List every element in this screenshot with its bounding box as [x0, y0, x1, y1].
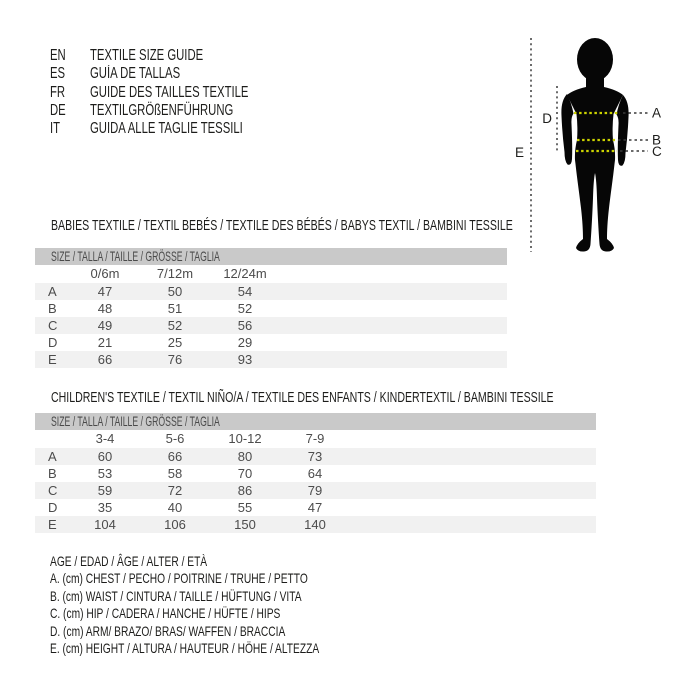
children-size-table	[35, 413, 596, 533]
legend-arm: D. (cm) ARM/ BRAZO/ BRAS/ WAFFEN / BRACCIA	[50, 622, 286, 639]
cell: 48	[97, 301, 113, 316]
row-label: D	[48, 500, 58, 515]
cell: 64	[307, 466, 323, 481]
table-body	[35, 448, 596, 533]
cell: 51	[167, 301, 183, 316]
table-row	[35, 283, 507, 300]
row-label: C	[48, 318, 58, 333]
cell: 59	[97, 483, 113, 498]
lang-row-de	[50, 102, 307, 120]
table-row	[35, 351, 507, 368]
row-label: A	[48, 284, 57, 299]
cell: 70	[237, 466, 253, 481]
cell: 150	[234, 517, 256, 532]
cell: 55	[237, 500, 253, 515]
cell: 73	[307, 449, 323, 464]
row-label: D	[48, 335, 58, 350]
lang-code: EN	[50, 47, 66, 64]
size-column: 0/6m	[90, 266, 120, 281]
lang-row-fr	[50, 84, 307, 102]
table-header: SIZE / TALLA / TAILLE / GRÖSSE / TAGLIA	[35, 413, 596, 430]
cell: 58	[167, 466, 183, 481]
cell: 53	[97, 466, 113, 481]
babies-size-table	[35, 248, 507, 368]
marker-label-A: A	[652, 105, 662, 121]
lang-label: TEXTILGRÖßENFÜHRUNG	[90, 101, 234, 119]
babies-table-title: BABIES TEXTILE / TEXTIL BEBÉS / TEXTILE DES BÉBÉS / BABYS TEXTIL / BAMBINI TESSILE	[51, 218, 513, 234]
cell: 50	[167, 284, 183, 299]
cell: 140	[304, 517, 326, 532]
legend-waist: B. (cm) WAIST / CINTURA / TAILLE / HÜFTUNG / VITA	[50, 587, 302, 604]
table-row	[35, 317, 507, 334]
table-row	[35, 300, 507, 317]
row-label: E	[48, 517, 57, 532]
table-row	[35, 482, 596, 499]
cell: 80	[237, 449, 253, 464]
legend-chest: A. (cm) CHEST / PECHO / POITRINE / TRUHE / PETTO	[50, 570, 308, 587]
lang-code: FR	[50, 83, 66, 101]
lang-code: ES	[50, 65, 66, 83]
cell: 66	[97, 352, 113, 367]
lang-label: GUÍA DE TALLAS	[90, 65, 181, 83]
cell: 49	[97, 318, 113, 333]
lang-label: TEXTILE SIZE GUIDE	[90, 47, 204, 64]
table-row	[35, 465, 596, 482]
table-body	[35, 283, 507, 368]
children-table-title: CHILDREN'S TEXTILE / TEXTIL NIÑO/A / TEXTILE DES ENFANTS / KINDERTEXTIL / BAMBINI TESSILE	[51, 390, 554, 406]
cell: 76	[167, 352, 183, 367]
row-label: C	[48, 483, 58, 498]
marker-label-C: C	[652, 144, 662, 159]
marker-label-D: D	[542, 111, 552, 126]
cell: 60	[97, 449, 113, 464]
language-block	[50, 47, 307, 138]
cell: 47	[97, 284, 113, 299]
cell: 106	[164, 517, 186, 532]
lang-row-en	[50, 47, 307, 65]
size-column: 7/12m	[156, 266, 194, 281]
cell: 40	[167, 500, 183, 515]
cell: 79	[307, 483, 323, 498]
row-label: A	[48, 449, 57, 464]
lang-label: GUIDA ALLE TAGLIE TESSILI	[90, 120, 243, 138]
cell: 35	[97, 500, 113, 515]
row-label: E	[48, 352, 57, 367]
table-row	[35, 334, 507, 351]
size-column: 7-9	[305, 431, 325, 446]
table-row	[35, 499, 596, 516]
table-header: SIZE / TALLA / TAILLE / GRÖSSE / TAGLIA	[35, 248, 507, 265]
cell: 86	[237, 483, 253, 498]
size-column: 5-6	[165, 431, 185, 446]
size-column: 12/24m	[223, 266, 267, 281]
cell: 25	[167, 335, 183, 350]
size-columns-row	[35, 265, 507, 283]
size-column: 10-12	[228, 431, 262, 446]
row-label: B	[48, 466, 57, 481]
row-label: B	[48, 301, 57, 316]
measurement-legend	[50, 553, 419, 657]
marker-label-E: E	[514, 145, 524, 160]
lang-row-es	[50, 65, 307, 83]
cell: 104	[94, 517, 116, 532]
lang-row-it	[50, 120, 307, 138]
cell: 52	[167, 318, 183, 333]
cell: 29	[237, 335, 253, 350]
legend-height: E. (cm) HEIGHT / ALTURA / HAUTEUR / HÖHE / ALTEZZA	[50, 639, 320, 656]
table-row	[35, 516, 596, 533]
lang-label: GUIDE DES TAILLES TEXTILE	[90, 83, 249, 101]
size-columns-row	[35, 430, 596, 448]
cell: 21	[97, 335, 113, 350]
legend-age: AGE / EDAD / ÂGE / ALTER / ETÀ	[50, 553, 208, 569]
size-column: 3-4	[95, 431, 115, 446]
cell: 52	[237, 301, 253, 316]
cell: 54	[237, 284, 253, 299]
lang-code: IT	[50, 120, 61, 138]
marker-label-B: B	[652, 132, 662, 148]
cell: 47	[307, 500, 323, 515]
cell: 56	[237, 318, 253, 333]
legend-hip: C. (cm) HIP / CADERA / HANCHE / HÜFTE / HIPS	[50, 605, 281, 622]
cell: 93	[237, 352, 253, 367]
table-row	[35, 448, 596, 465]
lang-code: DE	[50, 101, 66, 119]
cell: 72	[167, 483, 183, 498]
cell: 66	[167, 449, 183, 464]
